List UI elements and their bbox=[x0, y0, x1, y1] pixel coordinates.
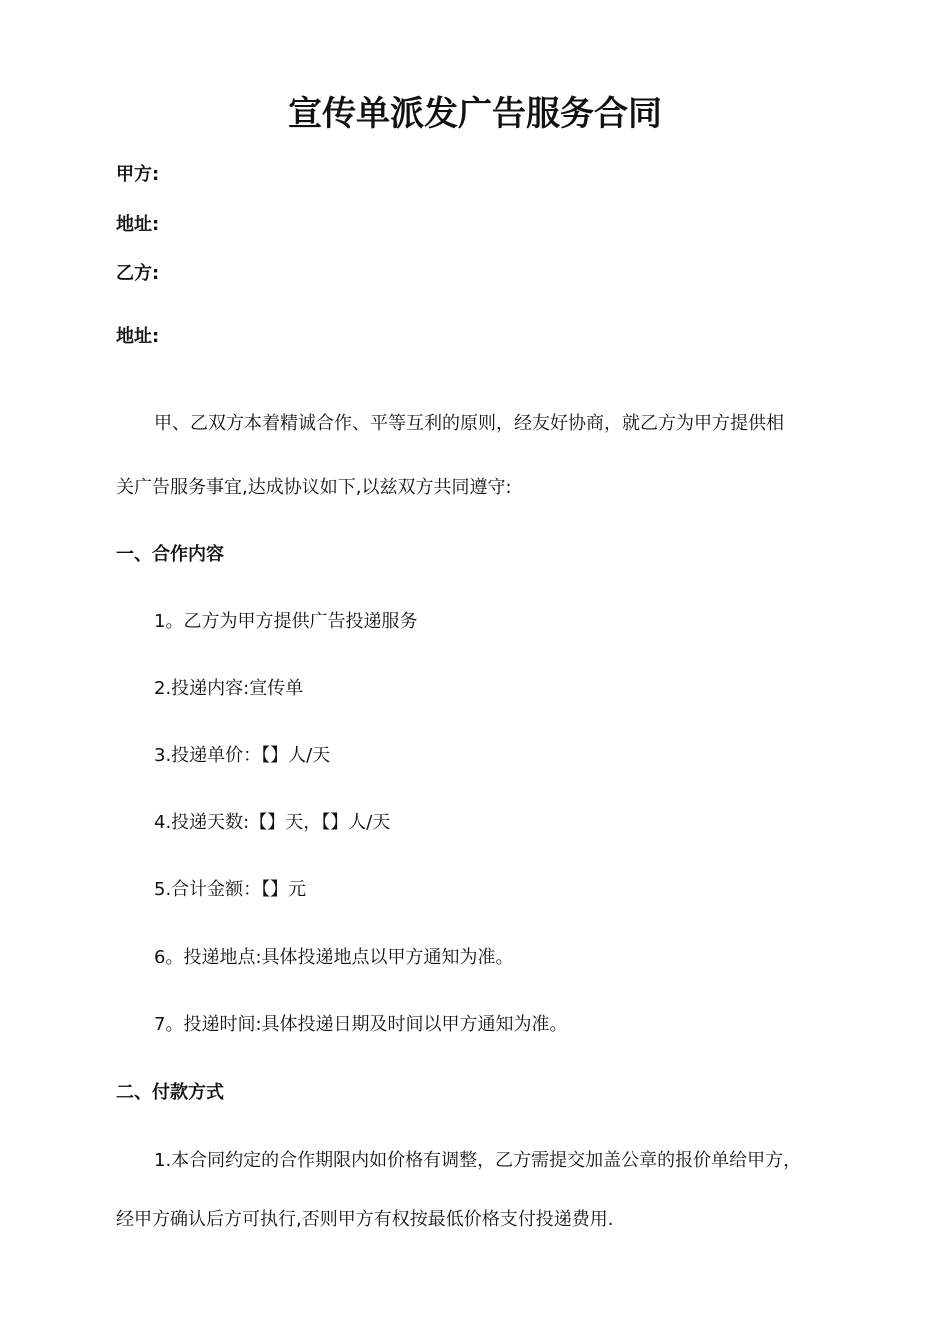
list-item: 5.合计金额：【】元 bbox=[154, 879, 307, 900]
document-title: 宣传单派发广告服务合同 bbox=[288, 94, 662, 134]
list-item: 2.投递内容:宣传单 bbox=[154, 678, 304, 699]
list-item: 1。乙方为甲方提供广告投递服务 bbox=[154, 611, 418, 632]
party-a-label: 甲方: bbox=[116, 164, 160, 185]
list-item: 4.投递天数:【】天，【】人/天 bbox=[154, 812, 391, 833]
address-a-label: 地址: bbox=[116, 214, 160, 235]
party-b-label: 乙方: bbox=[116, 263, 160, 284]
payment-para-line-2: 经甲方确认后方可执行,否则甲方有权按最低价格支付投递费用. bbox=[116, 1209, 614, 1230]
list-item: 7。投递时间:具体投递日期及时间以甲方通知为准。 bbox=[154, 1014, 568, 1035]
list-item: 6。投递地点:具体投递地点以甲方通知为准。 bbox=[154, 947, 514, 968]
preamble-line-1: 甲、乙双方本着精诚合作、平等互利的原则，经友好协商，就乙方为甲方提供相 bbox=[154, 413, 784, 434]
preamble-line-2: 关广告服务事宜,达成协议如下,以兹双方共同遵守: bbox=[116, 477, 512, 498]
list-item: 3.投递单价：【】人/天 bbox=[154, 745, 331, 766]
address-b-label: 地址: bbox=[116, 326, 160, 347]
section-heading-payment: 二、付款方式 bbox=[116, 1082, 224, 1103]
payment-para-line-1: 1.本合同约定的合作期限内如价格有调整，乙方需提交加盖公章的报价单给甲方， bbox=[154, 1150, 802, 1171]
section-heading-cooperation: 一、合作内容 bbox=[116, 544, 224, 565]
